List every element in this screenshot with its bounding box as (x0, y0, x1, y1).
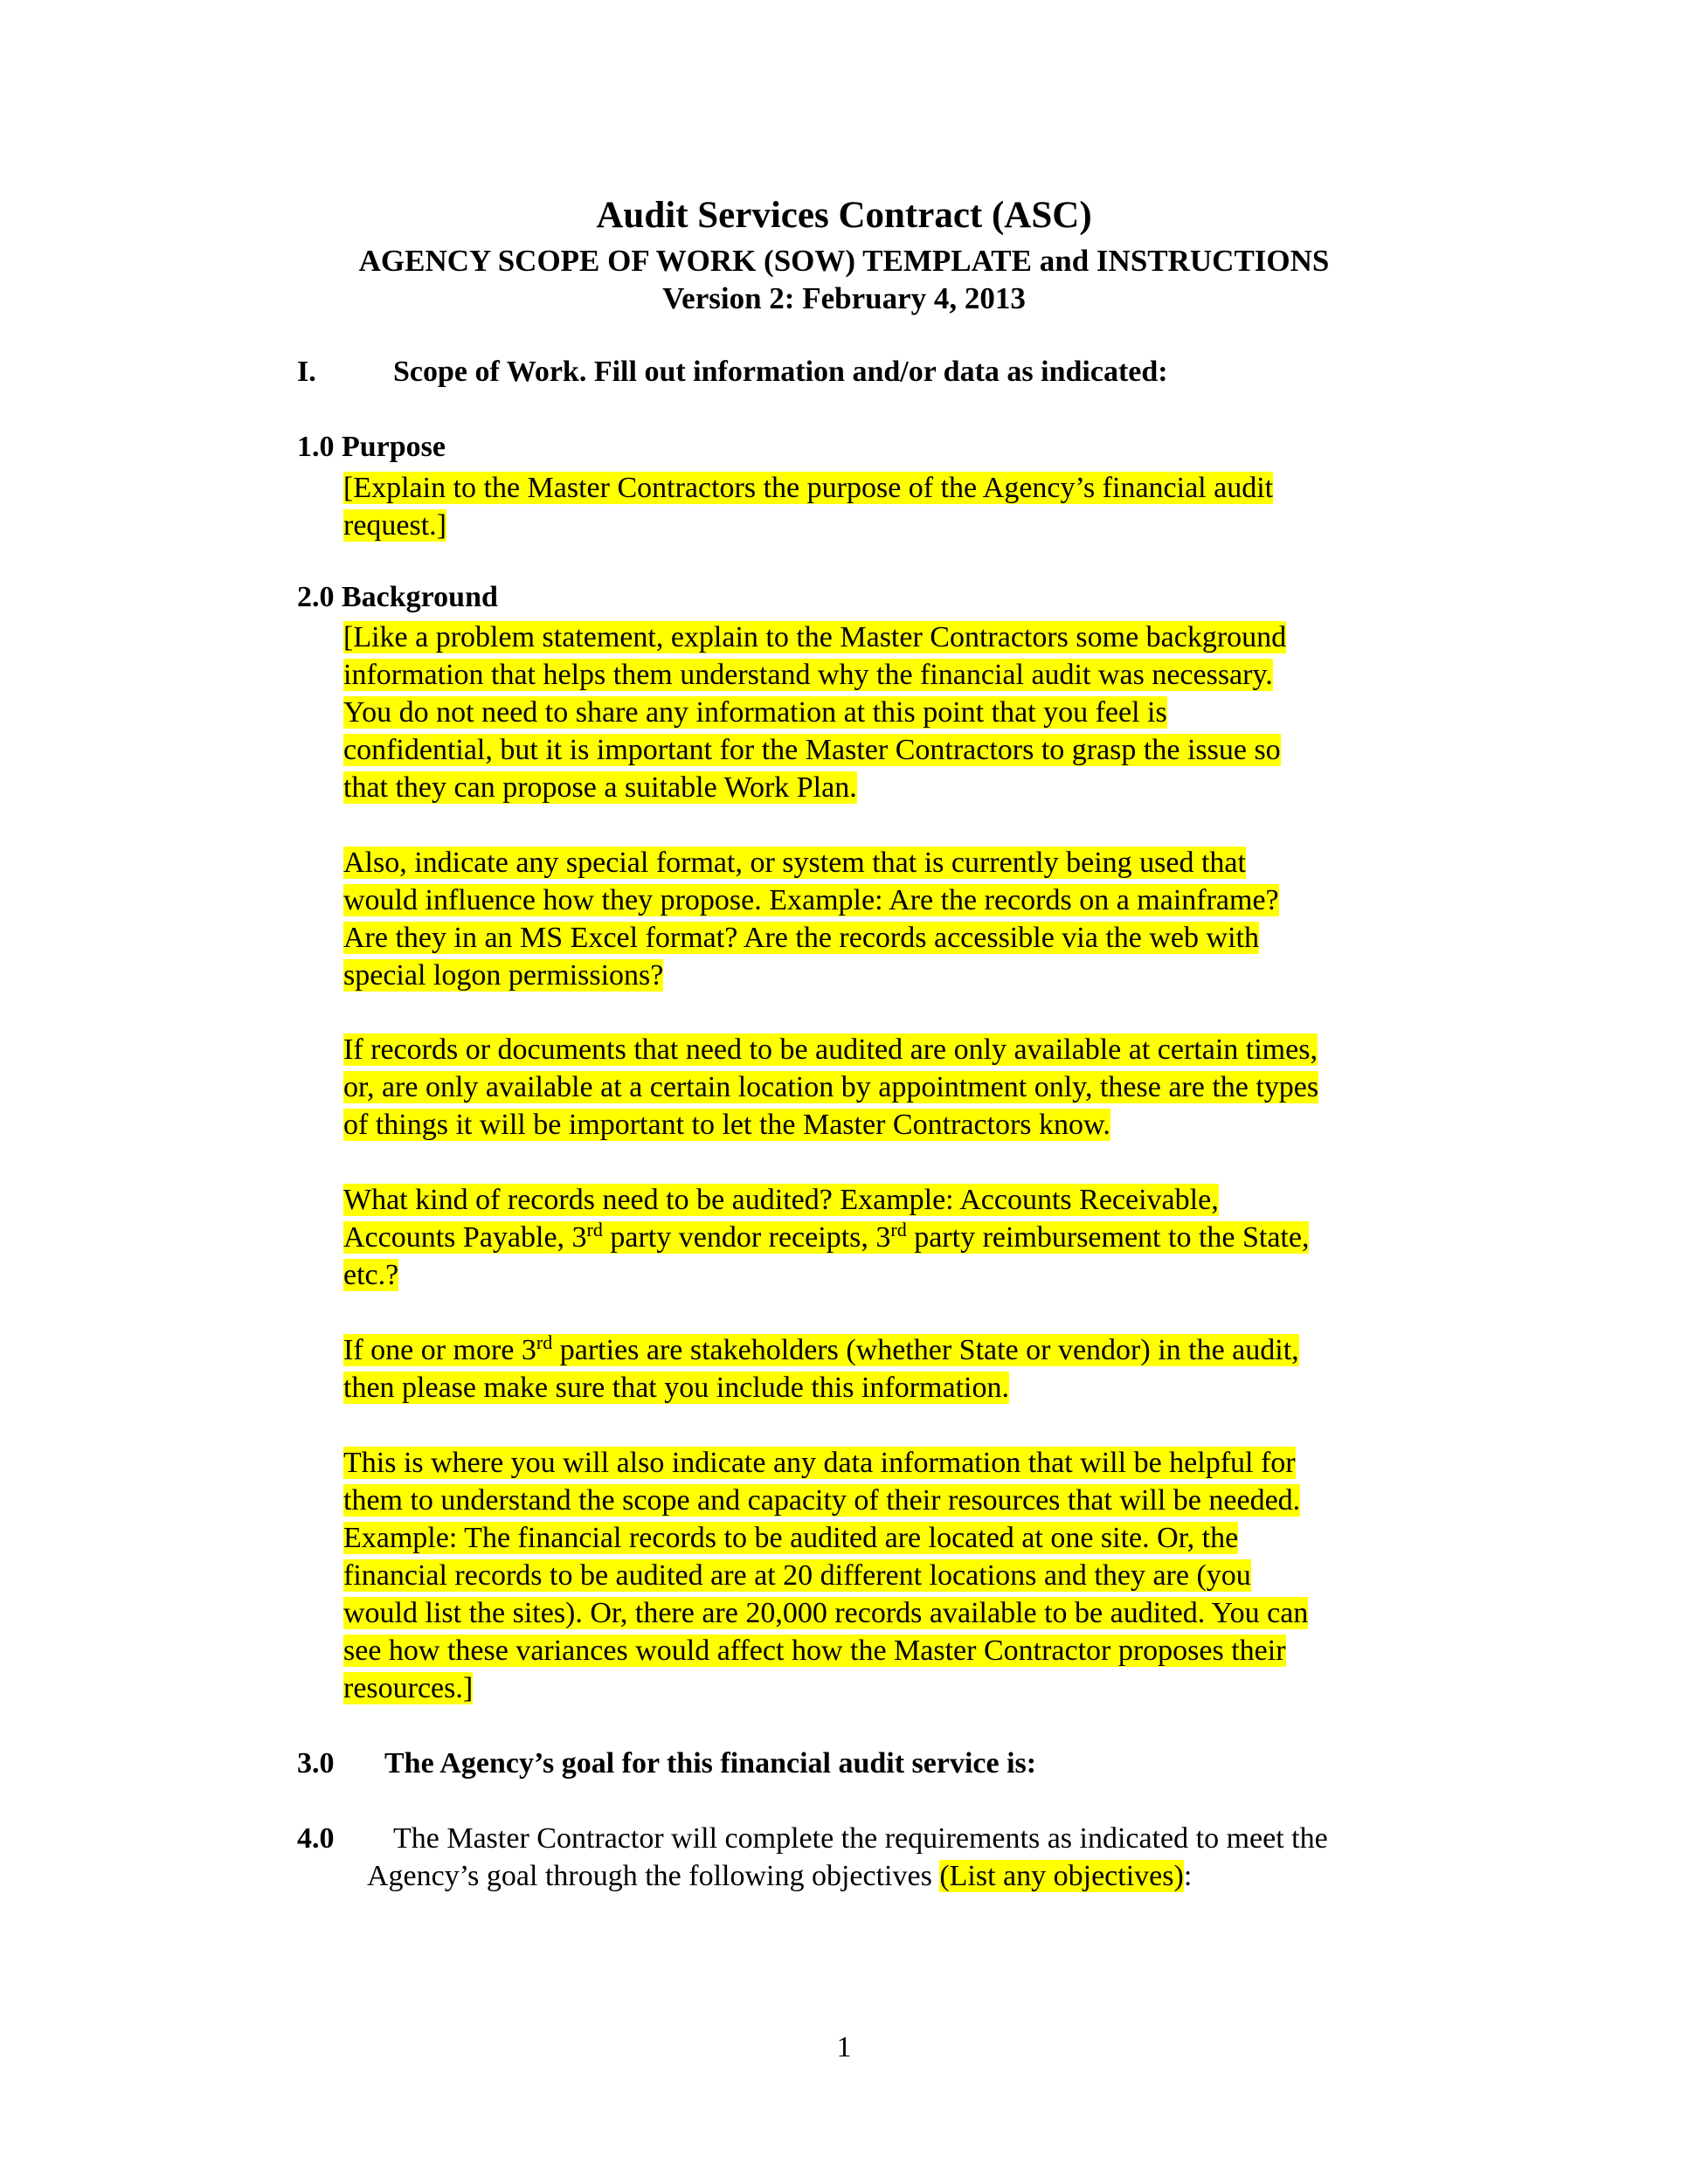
background-paragraph-2 (343, 844, 1435, 994)
paragraph-line: What kind of records need to be audited? Example: Accounts Receivable, (343, 1184, 1219, 1216)
goal-heading: The Agency’s goal for this financial audit service is: (384, 1747, 1037, 1780)
paragraph-line: or, are only available at a certain location by appointment only, these are the types (343, 1071, 1319, 1103)
purpose-heading: 1.0 Purpose (297, 431, 446, 463)
paragraph-line: financial records to be audited are at 20 different locations and they are (you (343, 1559, 1251, 1592)
paragraph-line: resources.] (343, 1672, 474, 1704)
paragraph-line: You do not need to share any information at this point that you feel is (343, 696, 1167, 729)
background-paragraph-5 (343, 1331, 1435, 1406)
section-i-number: I. (297, 356, 316, 388)
objectives-line-1: The Master Contractor will complete the requirements as indicated to meet the (393, 1822, 1328, 1855)
background-paragraph-4 (343, 1181, 1435, 1294)
background-heading: 2.0 Background (297, 581, 498, 613)
paragraph-line: information that helps them understand why the financial audit was necessary. (343, 659, 1273, 691)
document-version: Version 2: February 4, 2013 (662, 281, 1026, 315)
section-i-heading: Scope of Work. Fill out information and/or data as indicated: (393, 356, 1168, 388)
background-paragraph-1 (343, 619, 1435, 806)
paragraph-line: them to understand the scope and capacity of their resources that will be needed. (343, 1484, 1301, 1517)
paragraph-line: that they can propose a suitable Work Plan. (343, 771, 857, 804)
paragraph-line: Accounts Payable, 3rd party vendor receipts, 3rd party reimbursement to the State, (343, 1219, 1310, 1254)
paragraph-line: see how these variances would affect how the Master Contractor proposes their (343, 1635, 1286, 1667)
paragraph-line: request.] (343, 509, 447, 542)
objectives-line-2: Agency’s goal through the following objectives (List any objectives): (367, 1860, 1193, 1892)
page-number: 1 (836, 2031, 852, 2063)
objectives-number: 4.0 (297, 1822, 335, 1855)
document-subtitle: AGENCY SCOPE OF WORK (SOW) TEMPLATE and INSTRUCTIONS (358, 244, 1330, 278)
paragraph-line: Also, indicate any special format, or system that is currently being used that (343, 847, 1246, 879)
paragraph-line: [Like a problem statement, explain to the Master Contractors some background (343, 621, 1287, 653)
paragraph-line: Example: The financial records to be audited are located at one site. Or, the (343, 1522, 1239, 1554)
paragraph-line: Are they in an MS Excel format? Are the records accessible via the web with (343, 922, 1259, 954)
paragraph-line: If one or more 3rd parties are stakeholders (whether State or vendor) in the audit, (343, 1331, 1299, 1366)
paragraph-line: [Explain to the Master Contractors the purpose of the Agency’s financial audit (343, 472, 1274, 504)
paragraph-line: then please make sure that you include this information. (343, 1372, 1009, 1404)
paragraph-line: If records or documents that need to be audited are only available at certain times, (343, 1033, 1318, 1066)
paragraph-line: of things it will be important to let the Master Contractors know. (343, 1109, 1110, 1141)
paragraph-line: This is where you will also indicate any data information that will be helpful for (343, 1447, 1296, 1479)
paragraph-line: special logon permissions? (343, 959, 664, 992)
paragraph-line: confidential, but it is important for the Master Contractors to grasp the issue so (343, 734, 1281, 766)
paragraph-line: would list the sites). Or, there are 20,000 records available to be audited. You can (343, 1597, 1309, 1629)
paragraph-line: would influence how they propose. Example: Are the records on a mainframe? (343, 884, 1279, 916)
background-paragraph-6 (343, 1444, 1435, 1707)
goal-number: 3.0 (297, 1747, 335, 1780)
purpose-paragraph (343, 469, 1435, 544)
background-paragraph-3 (343, 1031, 1435, 1144)
objectives-placeholder: (List any objectives) (939, 1860, 1184, 1892)
paragraph-line: etc.? (343, 1259, 399, 1291)
document-title: Audit Services Contract (ASC) (596, 195, 1092, 236)
